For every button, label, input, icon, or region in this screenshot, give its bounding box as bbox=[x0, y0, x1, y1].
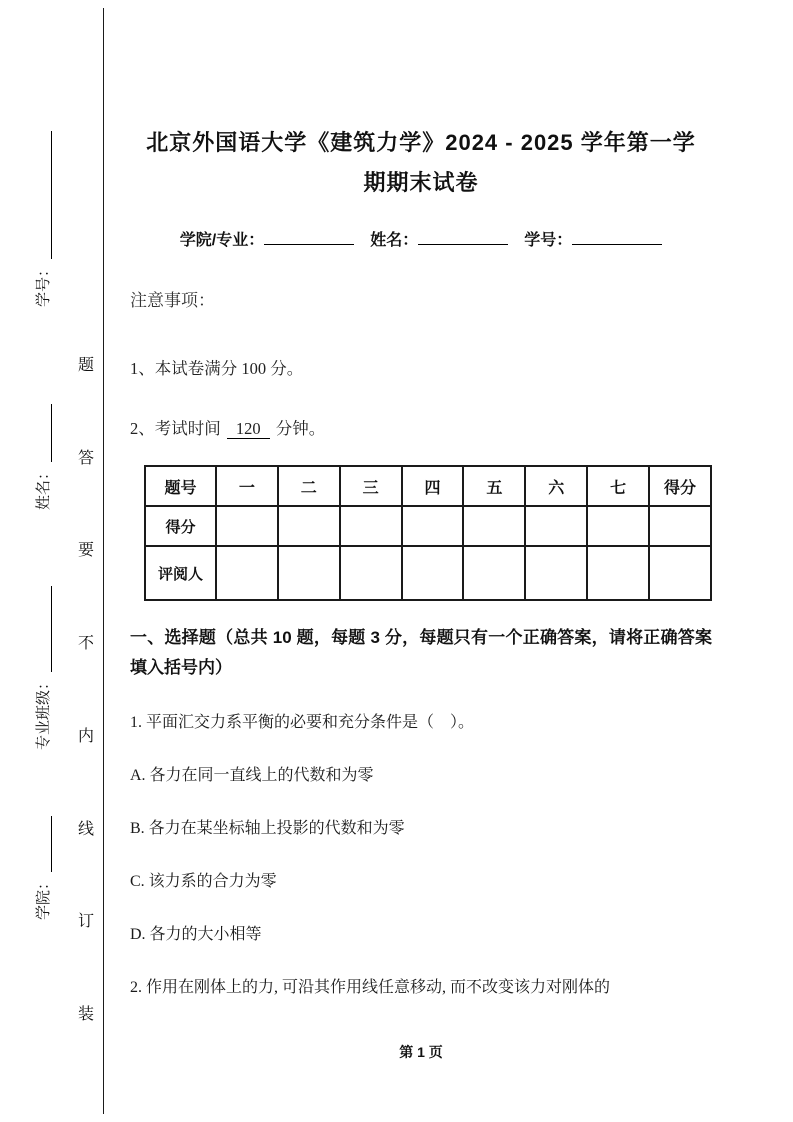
margin-student-no-field bbox=[32, 117, 52, 307]
notices-heading: 注意事项： bbox=[130, 291, 215, 311]
fill-line bbox=[264, 230, 354, 245]
fill-line bbox=[48, 131, 52, 259]
score-cell-empty bbox=[525, 506, 587, 546]
score-header-cell: 七 bbox=[587, 466, 649, 506]
score-header-cell: 五 bbox=[463, 466, 525, 506]
score-cell-empty bbox=[525, 546, 587, 600]
section-heading: 一、选择题（总共 10 题，每题 3 分，每题只有一个正确答案，请将正确答案填入括号内） bbox=[130, 628, 712, 678]
notice-item-2-suffix: 分钟。 bbox=[275, 419, 326, 439]
score-table bbox=[144, 465, 712, 601]
score-row-label: 得分 bbox=[145, 506, 216, 546]
score-cell-empty bbox=[649, 506, 711, 546]
fill-line bbox=[48, 586, 52, 672]
margin-student-no-label: 学号： bbox=[36, 261, 52, 307]
binding-text-column bbox=[77, 352, 95, 1024]
binding-char: 题 bbox=[77, 357, 94, 374]
binding-char: 要 bbox=[77, 542, 94, 560]
binding-line bbox=[103, 8, 104, 1114]
reviewer-row-label: 评阅人 bbox=[145, 546, 216, 600]
binding-char: 不 bbox=[77, 635, 94, 653]
exam-duration-value: 120 bbox=[227, 419, 270, 439]
college-major-label: 学院/专业： bbox=[179, 232, 265, 250]
binding-char: 内 bbox=[77, 727, 94, 745]
score-cell-empty bbox=[278, 546, 340, 600]
score-cell-empty bbox=[649, 546, 711, 600]
question-1: 1. 平面汇交力系平衡的必要和充分条件是（ ）。 bbox=[130, 713, 475, 731]
score-cell-empty bbox=[340, 506, 402, 546]
exam-title-line2: 期期末试卷 bbox=[363, 169, 479, 195]
binding-char: 装 bbox=[77, 1005, 94, 1023]
margin-college-label: 学院： bbox=[36, 874, 52, 920]
question-1-option-c: C. 该力系的合力为零 bbox=[130, 872, 277, 890]
margin-class-field bbox=[32, 560, 52, 750]
score-row bbox=[145, 506, 711, 546]
question-1-option-d: D. 各力的大小相等 bbox=[130, 925, 262, 943]
fill-line bbox=[418, 230, 508, 245]
score-cell-empty bbox=[216, 506, 278, 546]
exam-title-line1: 北京外国语大学《建筑力学》2024 - 2025 学年第一学 bbox=[146, 130, 696, 155]
name-label: 姓名： bbox=[370, 232, 419, 250]
fill-line bbox=[48, 816, 52, 872]
margin-college-field bbox=[32, 800, 52, 920]
fill-line bbox=[48, 404, 52, 462]
student-no-label: 学号： bbox=[524, 232, 573, 250]
reviewer-row bbox=[145, 546, 711, 600]
score-cell-empty bbox=[463, 506, 525, 546]
question-1-option-b: B. 各力在某坐标轴上投影的代数和为零 bbox=[130, 819, 405, 837]
score-header-cell: 得分 bbox=[649, 466, 711, 506]
exam-body bbox=[130, 0, 712, 997]
score-header-cell: 六 bbox=[525, 466, 587, 506]
score-cell-empty bbox=[587, 546, 649, 600]
score-cell-empty bbox=[587, 506, 649, 546]
score-cell-empty bbox=[278, 506, 340, 546]
score-cell-empty bbox=[340, 546, 402, 600]
question-1-option-a: A. 各力在同一直线上的代数和为零 bbox=[130, 766, 374, 784]
score-header-cell: 四 bbox=[402, 466, 464, 506]
score-header-cell: 题号 bbox=[145, 466, 216, 506]
margin-name-label: 姓名： bbox=[36, 464, 52, 510]
fill-line bbox=[572, 230, 662, 245]
margin-name-field bbox=[32, 390, 52, 510]
score-cell-empty bbox=[216, 546, 278, 600]
score-header-cell: 一 bbox=[216, 466, 278, 506]
binding-char: 答 bbox=[77, 449, 94, 467]
score-cell-empty bbox=[402, 546, 464, 600]
binding-char: 订 bbox=[77, 913, 94, 931]
score-table-header-row bbox=[145, 466, 711, 506]
question-2: 2. 作用在刚体上的力, 可沿其作用线任意移动, 而不改变该力对刚体的 bbox=[130, 978, 611, 996]
score-header-cell: 二 bbox=[278, 466, 340, 506]
notice-item-2-prefix: 2、考试时间 bbox=[130, 419, 221, 439]
binding-char: 线 bbox=[77, 820, 94, 838]
notice-item-1: 1、本试卷满分 100 分。 bbox=[130, 359, 304, 379]
student-info-row bbox=[130, 227, 712, 250]
page-number: 第 1 页 bbox=[399, 1044, 443, 1060]
margin-class-label: 专业班级： bbox=[36, 674, 52, 750]
score-cell-empty bbox=[402, 506, 464, 546]
score-cell-empty bbox=[463, 546, 525, 600]
score-header-cell: 三 bbox=[340, 466, 402, 506]
notice-item-2 bbox=[130, 415, 712, 439]
